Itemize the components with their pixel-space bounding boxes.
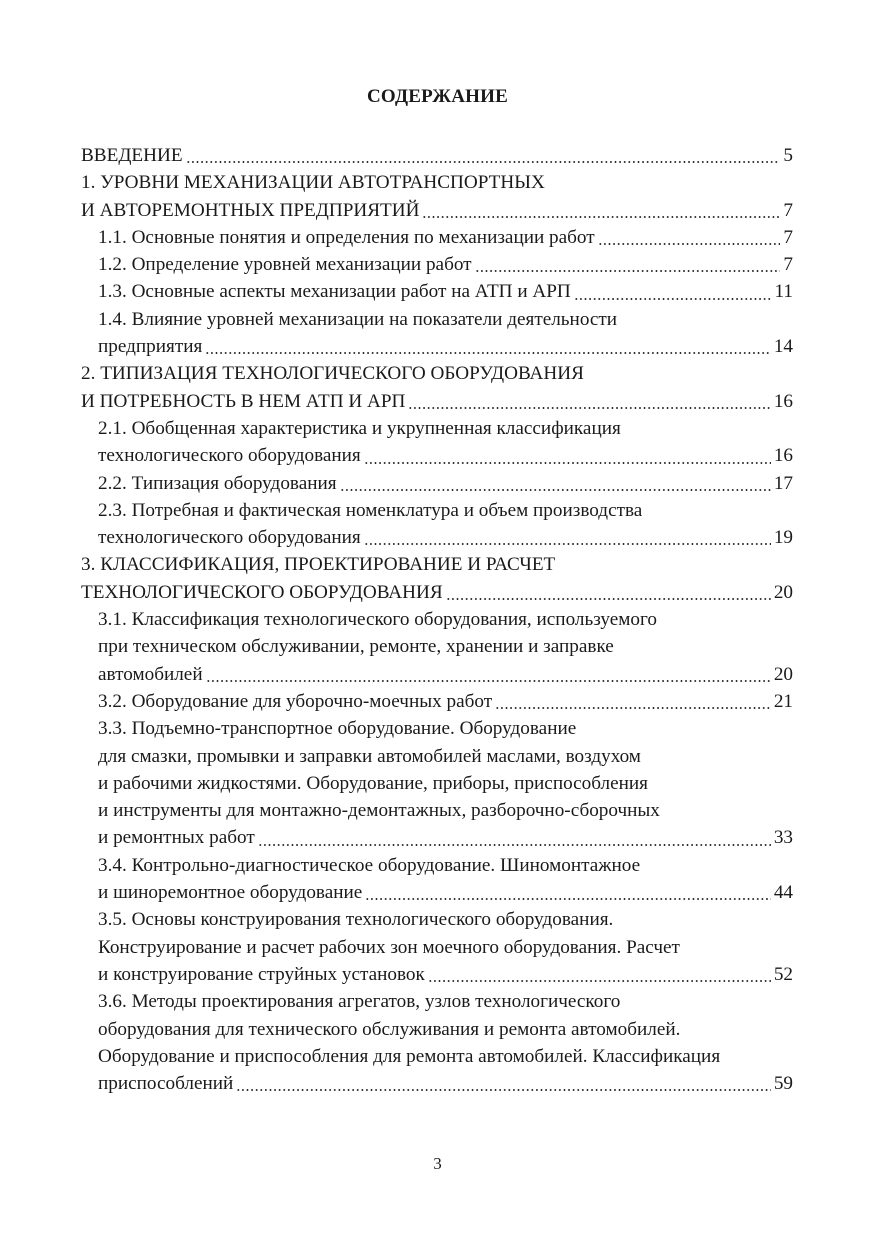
toc-page-number: 59	[773, 1073, 793, 1095]
toc-entry-row	[98, 661, 793, 688]
toc-entry-title-line: 3.6. Методы проектирования агрегатов, узлов технологического	[98, 991, 621, 1013]
toc-subsection-entry[interactable]	[81, 497, 793, 552]
dot-leader	[205, 338, 770, 355]
toc-page-number: 7	[783, 254, 793, 276]
toc-page-number: 16	[773, 390, 793, 412]
toc-page-number: 19	[773, 527, 793, 549]
toc-subsection-entry[interactable]	[81, 606, 793, 688]
toc-section-entry[interactable]	[81, 169, 793, 224]
dot-leader	[446, 584, 771, 601]
toc-entry-row	[98, 251, 793, 278]
toc-page-number: 20	[773, 581, 793, 603]
toc-entry-row	[98, 824, 793, 851]
dot-leader	[365, 884, 771, 901]
toc-entry-row	[98, 688, 793, 715]
page-title: СОДЕРЖАНИЕ	[367, 86, 508, 107]
toc-entry-title-line: и конструирование струйных установок	[98, 963, 425, 985]
toc-entry-row	[81, 579, 793, 606]
toc-page-number: 17	[773, 472, 793, 494]
toc-entry-title-line: ТЕХНОЛОГИЧЕСКОГО ОБОРУДОВАНИЯ	[81, 581, 443, 603]
dot-leader	[206, 666, 771, 683]
toc-entry-title-line: 3.5. Основы конструирования технологического оборудования.	[98, 909, 614, 931]
toc-entry-title-line: 3. КЛАССИФИКАЦИЯ, ПРОЕКТИРОВАНИЕ И РАСЧЕТ	[81, 554, 556, 576]
dot-leader	[495, 693, 771, 710]
toc-entry-title-line: 3.2. Оборудование для уборочно-моечных работ	[98, 690, 493, 712]
toc-page-number: 44	[773, 882, 793, 904]
toc-entry-title-line: 2.2. Типизация оборудования	[98, 472, 337, 494]
toc-entry-title-line: и ремонтных работ	[98, 827, 255, 849]
toc-entry-row	[98, 524, 793, 551]
toc-entry-title-line: приспособлений	[98, 1073, 234, 1095]
toc-entry-title-line: оборудования для технического обслуживания и ремонта автомобилей.	[98, 1018, 681, 1040]
toc-entry-title-line: и инструменты для монтажно-демонтажных, разборочно-сборочных	[98, 800, 660, 822]
toc-entry-title-line: автомобилей	[98, 663, 203, 685]
toc-entry-title-line: технологического оборудования	[98, 527, 361, 549]
toc-subsection-entry[interactable]	[81, 988, 793, 1097]
dot-leader	[364, 447, 771, 464]
toc-page-number: 52	[773, 963, 793, 985]
toc-entry-title-line: 1.1. Основные понятия и определения по механизации работ	[98, 226, 595, 248]
dot-leader	[574, 284, 772, 301]
dot-leader	[428, 966, 771, 983]
toc-section-entry[interactable]	[81, 142, 793, 169]
toc-entry-title-line: Оборудование и приспособления для ремонта автомобилей. Классификация	[98, 1045, 721, 1067]
toc-entry-row	[98, 961, 793, 988]
toc-subsection-entry[interactable]	[81, 306, 793, 361]
toc-entry-title-line: 2. ТИПИЗАЦИЯ ТЕХНОЛОГИЧЕСКОГО ОБОРУДОВАНИЯ	[81, 363, 584, 385]
toc-entry-row	[98, 470, 793, 497]
dot-leader	[408, 393, 770, 410]
toc-entry-title-line: И ПОТРЕБНОСТЬ В НЕМ АТП И АРП	[81, 390, 406, 412]
toc-entry-title-line: 1.4. Влияние уровней механизации на показатели деятельности	[98, 308, 618, 330]
toc-entry-title-line: Конструирование и расчет рабочих зон моечного оборудования. Расчет	[98, 936, 680, 958]
toc-entry-title-line: 1.3. Основные аспекты механизации работ на АТП и АРП	[98, 281, 571, 303]
toc-entry-row	[81, 197, 793, 224]
dot-leader	[422, 202, 780, 219]
dot-leader	[475, 256, 781, 273]
toc-page-number: 7	[783, 199, 793, 221]
toc-entry-title-line: 3.4. Контрольно-диагностическое оборудование. Шиномонтажное	[98, 854, 641, 876]
toc-subsection-entry[interactable]	[81, 251, 793, 278]
toc-section-entry[interactable]	[81, 551, 793, 606]
toc-subsection-entry[interactable]	[81, 715, 793, 851]
toc-entry-title-line: 1.2. Определение уровней механизации работ	[98, 254, 472, 276]
toc-entry-title-line: для смазки, промывки и заправки автомобилей маслами, воздухом	[98, 745, 641, 767]
toc-page-number: 5	[783, 145, 793, 166]
toc-subsection-entry[interactable]	[81, 415, 793, 470]
dot-leader	[258, 829, 771, 846]
toc-subsection-entry[interactable]	[81, 224, 793, 251]
toc-entry-row	[98, 1070, 793, 1097]
toc-subsection-entry[interactable]	[81, 688, 793, 715]
toc-entry-title-line: технологического оборудования	[98, 445, 361, 467]
toc-entry-row	[98, 224, 793, 251]
toc-page-number: 20	[773, 663, 793, 685]
toc-entry-row	[98, 879, 793, 906]
toc-entry-title-line: и рабочими жидкостями. Оборудование, приборы, приспособления	[98, 772, 649, 794]
dot-leader	[236, 1075, 771, 1092]
toc-page-number: 7	[783, 226, 793, 248]
toc-section-entry[interactable]	[81, 360, 793, 415]
toc-entry-title-line: и шиноремонтное оборудование	[98, 882, 363, 904]
toc-entry-title-line: ВВЕДЕНИЕ	[81, 145, 183, 166]
toc-page-number: 11	[774, 281, 793, 303]
toc-entry-row	[98, 333, 793, 360]
toc-entry-title-line: 2.3. Потребная и фактическая номенклатура и объем производства	[98, 499, 643, 521]
toc-subsection-entry[interactable]	[81, 278, 793, 305]
dot-leader	[364, 529, 771, 546]
toc-subsection-entry[interactable]	[81, 906, 793, 988]
toc-page-number: 16	[773, 445, 793, 467]
toc-page-number: 14	[773, 336, 793, 358]
toc-page-number: 33	[773, 827, 793, 849]
toc-entry-row	[81, 142, 793, 169]
toc-entry-row	[98, 442, 793, 469]
toc-entry-title-line: И АВТОРЕМОНТНЫХ ПРЕДПРИЯТИЙ	[81, 199, 420, 221]
dot-leader	[598, 229, 781, 246]
toc-entry-title-line: 3.3. Подъемно-транспортное оборудование. Оборудование	[98, 718, 577, 740]
toc-entry-row	[81, 388, 793, 415]
toc-entry-title-line: при техническом обслуживании, ремонте, хранении и заправке	[98, 636, 614, 658]
page-number: 3	[433, 1154, 442, 1173]
toc-entry-title-line: 2.1. Обобщенная характеристика и укрупненная классификация	[98, 417, 621, 439]
toc-entry-row	[98, 278, 793, 305]
toc-subsection-entry[interactable]	[81, 470, 793, 497]
toc-entry-title-line: 3.1. Классификация технологического оборудования, используемого	[98, 609, 658, 631]
toc-subsection-entry[interactable]	[81, 852, 793, 907]
dot-leader	[186, 147, 781, 164]
toc-page-number: 21	[773, 690, 793, 712]
toc-entry-title-line: 1. УРОВНИ МЕХАНИЗАЦИИ АВТОТРАНСПОРТНЫХ	[81, 172, 545, 194]
toc-entry-title-line: предприятия	[98, 336, 203, 358]
table-of-contents	[81, 142, 793, 1097]
dot-leader	[340, 475, 771, 492]
